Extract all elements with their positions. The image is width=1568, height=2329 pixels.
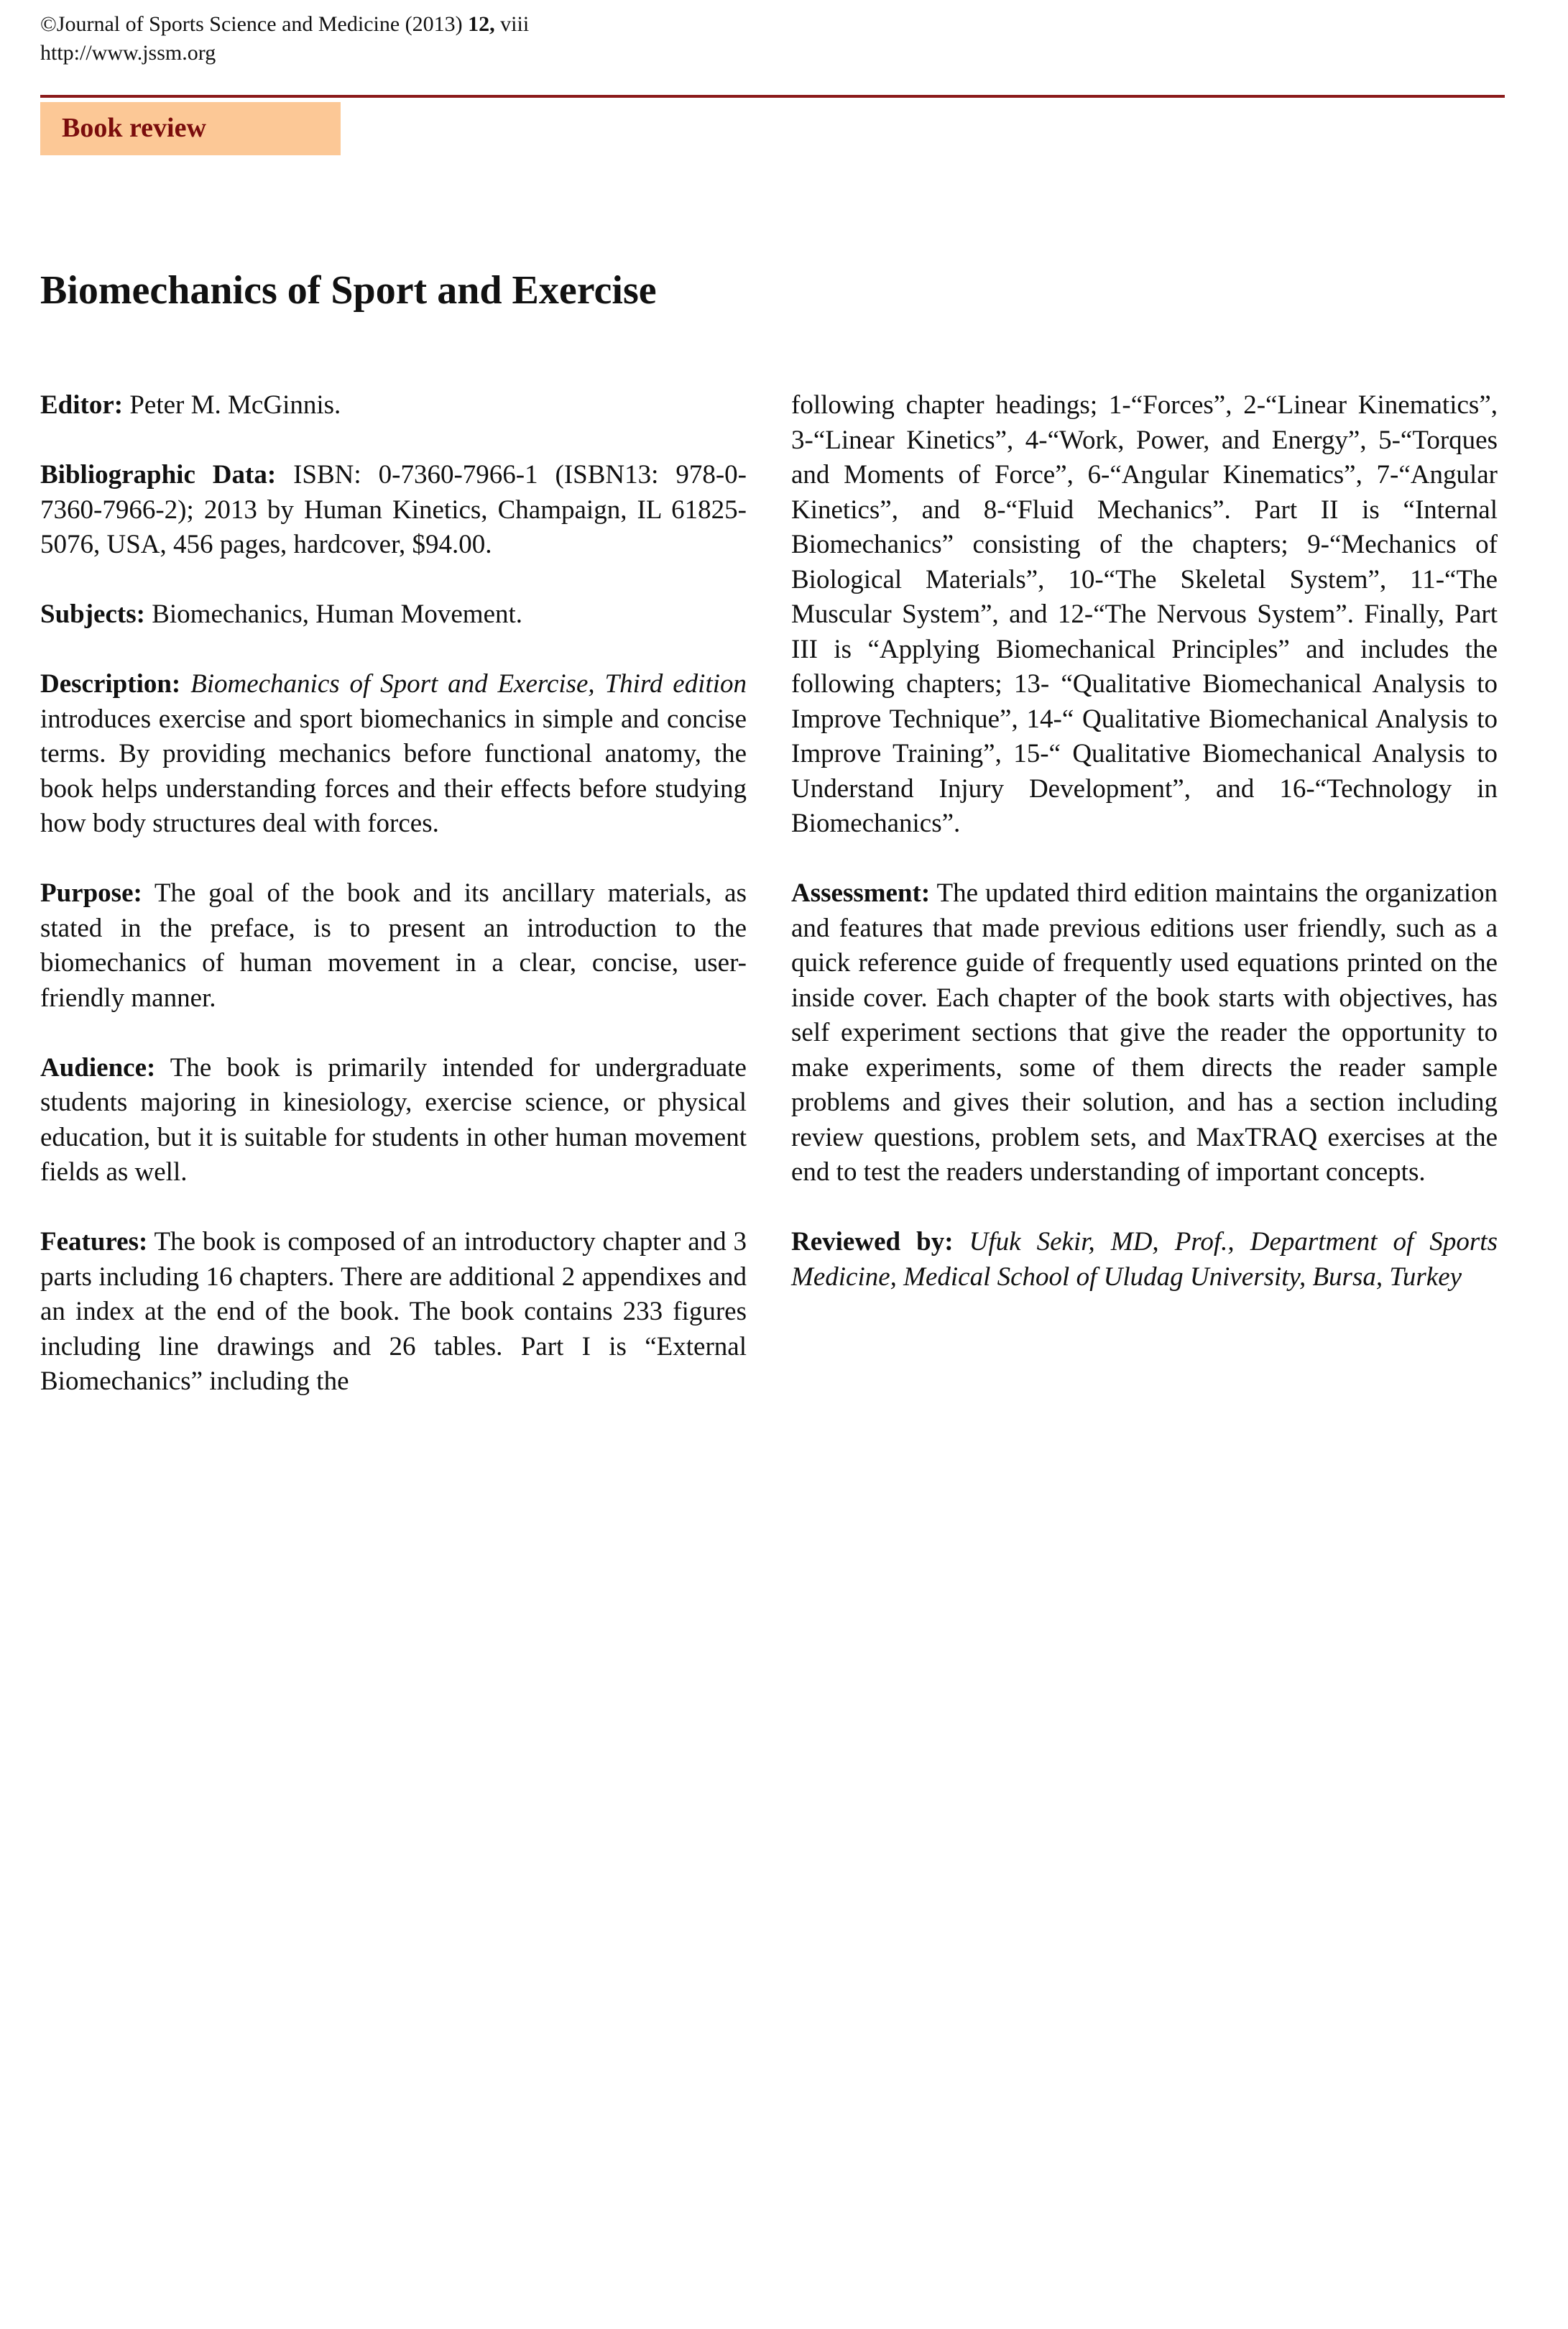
subjects-text: Biomechanics, Human Movement. [152,600,523,629]
audience-paragraph [40,1051,747,1190]
editor-paragraph [40,388,747,423]
audience-label: Audience: [40,1052,156,1083]
features-paragraph [40,1225,747,1400]
purpose-paragraph [40,876,747,1016]
assessment-text: The updated third edition maintains the organization and features that made previous editions user friendly, such as a quick reference guide of frequently used equations printed on the inside cover. Each chapter of the book starts with objectives, has self experiment sections that give the reader the opportunity to make experiments, some of them directs the reader sample problems and gives their solution, and has a section including review questions, problem sets, and MaxTRAQ exercises at the end to test the readers understanding of important concepts. [791,878,1498,1187]
features-label: Features: [40,1227,148,1257]
assessment-paragraph [791,876,1498,1190]
left-column [40,388,747,1434]
journal-header [40,10,529,68]
assessment-label: Assessment: [791,878,931,908]
header-rule [40,95,1505,98]
features-text: The book is composed of an introductory chapter and 3 parts including 16 chapters. There are additional 2 appendixes and an index at the end of the book. The book contains 233 figures including line drawings and 26 tables. Part I is “External Biomechanics” including the [40,1227,747,1396]
journal-url: http://www.jssm.org [40,41,216,65]
right-column [791,388,1498,1330]
audience-text: The book is primarily intended for undergraduate students majoring in kinesiology, exercise science, or physical education, but it is suitable for students in other human movement fields as well. [40,1052,747,1187]
description-book-title: Biomechanics of Sport and Exercise, Third edition [190,669,747,699]
purpose-label: Purpose: [40,878,142,908]
bibliographic-label: Bibliographic Data: [40,460,277,490]
description-label: Description: [40,669,181,699]
bibliographic-paragraph [40,458,747,563]
subjects-label: Subjects: [40,600,145,629]
bibliographic-text: ISBN: 0-7360-7966-1 (ISBN13: 978-0-7360-7966-2); 2013 by Human Kinetics, Champaign, IL 61825-5076, USA, 456 pages, hardcover, $94.00. [40,460,747,559]
reviewed-by-label: Reviewed by: [791,1227,954,1257]
section-tag-label: Book review [62,113,206,143]
page-number: viii [500,12,530,36]
purpose-text: The goal of the book and its ancillary materials, as stated in the preface, is to present an introduction to the biomechanics of human movement in a clear, concise, user-friendly manner. [40,878,747,1013]
features-continued: following chapter headings; 1-“Forces”, 2-“Linear Kinematics”, 3-“Linear Kinetics”, 4-“Work, Power, and Energy”, 5-“Torques and Moments of Force”, 6-“Angular Kinematics”, 7-“Angular Kinetics”, and 8-“Fluid Mechanics”. Part II is “Internal Biomechanics” consisting of the chapters; 9-“Mechanics of Biological Materials”, 10-“The Skeletal System”, 11-“The Muscular System”, and 12-“The Nervous System”. Finally, Part III is “Applying Biomechanical Principles” and includes the following chapters; 13- “Qualitative Biomechanical Analysis to Improve Technique”, 14-“ Qualitative Biomechanical Analysis to Improve Training”, 15-“ Qualitative Biomechanical Analysis to Understand Injury Development”, and 16-“Technology in Biomechanics”. [791,390,1498,838]
reviewer-details: Ufuk Sekir, MD, Prof., Department of Sports Medicine, Medical School of Uludag University, Bursa, Turkey [791,1227,1498,1292]
volume-number: 12, [468,12,495,36]
section-tag [40,102,341,155]
article-title: Biomechanics of Sport and Exercise [40,268,657,313]
subjects-paragraph [40,597,747,633]
description-text: introduces exercise and sport biomechanics in simple and concise terms. By providing mechanics before functional anatomy, the book helps understanding forces and their effects before studying how body structures deal with forces. [40,704,747,838]
reviewed-by-paragraph [791,1225,1498,1295]
description-paragraph [40,667,747,842]
editor-text: Peter M. McGinnis. [129,390,341,420]
citation-prefix: ©Journal of Sports Science and Medicine (2013) [40,12,463,36]
editor-label: Editor: [40,390,124,420]
journal-citation [40,10,529,39]
